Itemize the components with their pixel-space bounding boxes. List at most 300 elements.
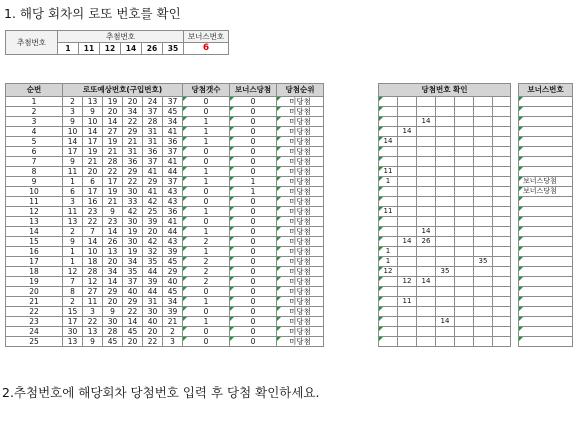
- check-match-cell: [455, 147, 474, 157]
- lotto-number-cell[interactable]: 20: [103, 257, 123, 267]
- check-match-cell: [474, 157, 493, 167]
- lotto-number-cell[interactable]: 37: [163, 177, 183, 187]
- row-number-cell: 2: [6, 107, 63, 117]
- draw-bonus-cell[interactable]: 6: [184, 43, 229, 55]
- table-row: [6, 237, 324, 247]
- lotto-purchase-table: [5, 83, 324, 347]
- row-number-cell: 16: [6, 247, 63, 257]
- check-match-cell: [436, 97, 455, 107]
- check-match-cell: [417, 217, 436, 227]
- rank-cell: 미당첨: [277, 107, 324, 117]
- check-match-cell: [398, 317, 417, 327]
- check-bonus-cell: [519, 307, 573, 317]
- table-row: [379, 227, 573, 237]
- lotto-number-cell[interactable]: 43: [163, 187, 183, 197]
- lotto-number-cell[interactable]: 35: [123, 267, 143, 277]
- row-number-cell: 12: [6, 207, 63, 217]
- check-match-cell: [436, 257, 455, 267]
- lotto-number-cell[interactable]: 24: [143, 97, 163, 107]
- rank-cell: 미당첨: [277, 337, 324, 347]
- lotto-number-cell[interactable]: 20: [103, 297, 123, 307]
- match-count-cell: 1: [183, 297, 230, 307]
- check-match-cell: [398, 327, 417, 337]
- lotto-number-cell[interactable]: 12: [83, 277, 103, 287]
- lotto-number-cell[interactable]: 20: [123, 97, 143, 107]
- lotto-number-cell[interactable]: 22: [83, 217, 103, 227]
- table-row: [379, 157, 573, 167]
- check-match-cell: [398, 167, 417, 177]
- lotto-number-cell[interactable]: 44: [143, 287, 163, 297]
- check-match-cell: [493, 177, 511, 187]
- lotto-number-cell[interactable]: 10: [83, 117, 103, 127]
- check-match-cell: [379, 277, 398, 287]
- check-match-cell: 11: [379, 167, 398, 177]
- lotto-number-cell[interactable]: 22: [143, 337, 163, 347]
- lotto-number-cell[interactable]: 44: [163, 227, 183, 237]
- lotto-number-cell[interactable]: 9: [63, 157, 83, 167]
- row-number-cell: 24: [6, 327, 63, 337]
- column-gap: [511, 217, 519, 227]
- lotto-number-cell[interactable]: 3: [63, 107, 83, 117]
- check-match-cell: [474, 97, 493, 107]
- lotto-number-cell[interactable]: 30: [123, 217, 143, 227]
- check-bonus-cell: [519, 127, 573, 137]
- table-row: [6, 127, 324, 137]
- check-match-cell: [417, 267, 436, 277]
- lotto-number-cell[interactable]: 41: [163, 157, 183, 167]
- lotto-number-cell[interactable]: 29: [123, 167, 143, 177]
- check-match-cell: [417, 307, 436, 317]
- lotto-number-cell[interactable]: 13: [63, 217, 83, 227]
- check-match-cell: [493, 277, 511, 287]
- check-match-cell: [474, 297, 493, 307]
- lotto-number-cell[interactable]: 6: [83, 177, 103, 187]
- check-match-cell: [455, 267, 474, 277]
- draw-label: 추첨번호: [6, 31, 58, 55]
- check-match-cell: [379, 287, 398, 297]
- table-row: [379, 217, 573, 227]
- check-match-cell: [398, 147, 417, 157]
- bonus-match-cell: 0: [230, 237, 277, 247]
- lotto-number-cell[interactable]: 31: [143, 297, 163, 307]
- lotto-number-cell[interactable]: 34: [103, 267, 123, 277]
- lotto-number-cell[interactable]: 43: [163, 237, 183, 247]
- table-row: [379, 257, 573, 267]
- lotto-number-cell[interactable]: 31: [143, 137, 163, 147]
- lotto-number-cell[interactable]: 37: [143, 107, 163, 117]
- lotto-number-cell[interactable]: 9: [83, 337, 103, 347]
- lotto-number-cell[interactable]: 42: [143, 197, 163, 207]
- table-row: [6, 307, 324, 317]
- lotto-number-cell[interactable]: 17: [63, 147, 83, 157]
- check-match-cell: [455, 97, 474, 107]
- check-bonus-cell: [519, 207, 573, 217]
- lotto-number-cell[interactable]: 28: [143, 117, 163, 127]
- check-match-cell: [417, 167, 436, 177]
- table-row: [379, 177, 573, 187]
- bonus-match-cell: 0: [230, 337, 277, 347]
- lotto-number-cell[interactable]: 20: [143, 327, 163, 337]
- lotto-number-cell[interactable]: 14: [103, 227, 123, 237]
- check-match-cell: [398, 337, 417, 347]
- draw-number-cell[interactable]: 35: [163, 43, 184, 55]
- row-number-cell: 15: [6, 237, 63, 247]
- lotto-number-cell[interactable]: 10: [63, 127, 83, 137]
- rank-cell: 미당첨: [277, 257, 324, 267]
- lotto-number-cell[interactable]: 13: [83, 327, 103, 337]
- check-match-cell: [474, 277, 493, 287]
- table-row: [379, 247, 573, 257]
- lotto-number-cell[interactable]: 43: [163, 197, 183, 207]
- check-match-cell: [474, 107, 493, 117]
- lotto-number-cell[interactable]: 19: [123, 247, 143, 257]
- check-match-cell: [436, 277, 455, 287]
- check-match-cell: [493, 207, 511, 217]
- lotto-number-cell[interactable]: 10: [83, 247, 103, 257]
- lotto-number-cell[interactable]: 1: [63, 177, 83, 187]
- table-row: [6, 247, 324, 257]
- lotto-number-cell[interactable]: 3: [163, 337, 183, 347]
- check-match-cell: [493, 267, 511, 277]
- lotto-number-cell[interactable]: 37: [163, 147, 183, 157]
- lotto-number-cell[interactable]: 41: [163, 127, 183, 137]
- check-match-cell: [455, 337, 474, 347]
- lotto-number-cell[interactable]: 14: [123, 317, 143, 327]
- check-bonus-cell: [519, 287, 573, 297]
- lotto-number-cell[interactable]: 40: [143, 317, 163, 327]
- lotto-number-cell[interactable]: 14: [83, 127, 103, 137]
- check-match-cell: [379, 197, 398, 207]
- lotto-number-cell[interactable]: 22: [103, 167, 123, 177]
- check-match-cell: [436, 157, 455, 167]
- lotto-number-cell[interactable]: 20: [143, 227, 163, 237]
- lotto-number-cell[interactable]: 20: [83, 167, 103, 177]
- check-bonus-cell: [519, 227, 573, 237]
- check-match-cell: [417, 177, 436, 187]
- column-gap: [511, 297, 519, 307]
- col-header-rank: 당첨순위: [277, 84, 324, 97]
- bonus-match-cell: 0: [230, 317, 277, 327]
- column-gap: [511, 227, 519, 237]
- bonus-match-cell: 0: [230, 307, 277, 317]
- lotto-number-cell[interactable]: 30: [103, 317, 123, 327]
- check-match-cell: [398, 257, 417, 267]
- lotto-number-cell[interactable]: 2: [63, 97, 83, 107]
- lotto-number-cell[interactable]: 27: [83, 287, 103, 297]
- lotto-number-cell[interactable]: 30: [123, 187, 143, 197]
- lotto-number-cell[interactable]: 40: [123, 287, 143, 297]
- table-row: [6, 147, 324, 157]
- match-count-cell: 0: [183, 157, 230, 167]
- match-count-cell: 1: [183, 127, 230, 137]
- rank-cell: 미당첨: [277, 147, 324, 157]
- lotto-number-cell[interactable]: 3: [83, 307, 103, 317]
- check-match-cell: [474, 237, 493, 247]
- check-match-cell: [379, 127, 398, 137]
- check-match-cell: 1: [379, 247, 398, 257]
- draw-number-cell[interactable]: 1: [58, 43, 79, 55]
- lotto-number-cell[interactable]: 44: [163, 167, 183, 177]
- lotto-number-cell[interactable]: 20: [123, 337, 143, 347]
- lotto-number-cell[interactable]: 12: [63, 267, 83, 277]
- table-row: [6, 107, 324, 117]
- check-match-cell: 1: [379, 257, 398, 267]
- check-match-cell: [398, 197, 417, 207]
- lotto-number-cell[interactable]: 44: [143, 267, 163, 277]
- check-match-cell: [398, 227, 417, 237]
- table-row: [379, 307, 573, 317]
- lotto-number-cell[interactable]: 22: [123, 177, 143, 187]
- lotto-number-cell[interactable]: 28: [83, 267, 103, 277]
- lotto-number-cell[interactable]: 21: [83, 157, 103, 167]
- row-number-cell: 20: [6, 287, 63, 297]
- col-header-bonus: 보너스당첨: [230, 84, 277, 97]
- lotto-number-cell[interactable]: 39: [143, 217, 163, 227]
- lotto-number-cell[interactable]: 21: [123, 137, 143, 147]
- lotto-number-cell[interactable]: 11: [63, 167, 83, 177]
- lotto-number-cell[interactable]: 9: [103, 207, 123, 217]
- lotto-number-cell[interactable]: 19: [103, 97, 123, 107]
- match-count-cell: 0: [183, 187, 230, 197]
- column-gap: [511, 117, 519, 127]
- lotto-number-cell[interactable]: 13: [63, 337, 83, 347]
- check-match-cell: [474, 267, 493, 277]
- lotto-number-cell[interactable]: 23: [83, 207, 103, 217]
- lotto-number-cell[interactable]: 23: [103, 217, 123, 227]
- check-match-cell: [417, 197, 436, 207]
- check-match-cell: [436, 187, 455, 197]
- lotto-number-cell[interactable]: 30: [63, 327, 83, 337]
- column-gap: [511, 157, 519, 167]
- check-match-cell: [474, 337, 493, 347]
- lotto-number-cell[interactable]: 19: [123, 227, 143, 237]
- lotto-number-cell[interactable]: 17: [63, 317, 83, 327]
- lotto-number-cell[interactable]: 19: [103, 187, 123, 197]
- check-match-cell: [436, 107, 455, 117]
- bonus-match-cell: 1: [230, 177, 277, 187]
- lotto-number-cell[interactable]: 2: [63, 297, 83, 307]
- bonus-match-cell: 0: [230, 267, 277, 277]
- lotto-number-cell[interactable]: 21: [103, 147, 123, 157]
- check-match-cell: [474, 167, 493, 177]
- lotto-number-cell[interactable]: 42: [143, 237, 163, 247]
- win-check-table: [378, 83, 573, 347]
- lotto-number-cell[interactable]: 36: [143, 147, 163, 157]
- check-match-cell: [436, 227, 455, 237]
- draw-number-cell[interactable]: 12: [100, 43, 121, 55]
- bonus-match-cell: 0: [230, 327, 277, 337]
- table-row: [6, 157, 324, 167]
- match-count-cell: 1: [183, 177, 230, 187]
- rank-cell: 미당첨: [277, 277, 324, 287]
- lotto-number-cell[interactable]: 45: [123, 327, 143, 337]
- lotto-number-cell[interactable]: 7: [63, 277, 83, 287]
- match-count-cell: 1: [183, 317, 230, 327]
- lotto-number-cell[interactable]: 41: [143, 167, 163, 177]
- lotto-number-cell[interactable]: 8: [63, 287, 83, 297]
- lotto-number-cell[interactable]: 9: [63, 117, 83, 127]
- lotto-number-cell[interactable]: 28: [103, 327, 123, 337]
- lotto-number-cell[interactable]: 14: [103, 117, 123, 127]
- check-match-cell: [455, 287, 474, 297]
- table-row: [6, 117, 324, 127]
- check-match-cell: [436, 337, 455, 347]
- check-match-cell: [398, 217, 417, 227]
- lotto-number-cell[interactable]: 29: [103, 287, 123, 297]
- lotto-number-cell[interactable]: 29: [143, 177, 163, 187]
- table-row: [379, 287, 573, 297]
- lotto-number-cell[interactable]: 14: [63, 137, 83, 147]
- lotto-number-cell[interactable]: 28: [103, 157, 123, 167]
- table-row: [379, 147, 573, 157]
- col-header-no: 순번: [6, 84, 63, 97]
- lotto-number-cell[interactable]: 14: [83, 237, 103, 247]
- lotto-number-cell[interactable]: 29: [123, 127, 143, 137]
- lotto-number-cell[interactable]: 39: [163, 247, 183, 257]
- check-match-cell: [474, 177, 493, 187]
- rank-cell: 미당첨: [277, 137, 324, 147]
- lotto-number-cell[interactable]: 30: [123, 237, 143, 247]
- check-match-cell: [379, 317, 398, 327]
- table-row: [6, 187, 324, 197]
- check-bonus-cell: [519, 137, 573, 147]
- check-match-cell: [398, 247, 417, 257]
- lotto-number-cell[interactable]: 31: [123, 147, 143, 157]
- lotto-number-cell[interactable]: 21: [163, 317, 183, 327]
- lotto-number-cell[interactable]: 37: [163, 97, 183, 107]
- lotto-number-cell[interactable]: 36: [163, 207, 183, 217]
- lotto-number-cell[interactable]: 36: [163, 137, 183, 147]
- lotto-number-cell[interactable]: 37: [123, 277, 143, 287]
- lotto-number-cell[interactable]: 22: [123, 307, 143, 317]
- lotto-number-cell[interactable]: 39: [143, 277, 163, 287]
- lotto-number-cell[interactable]: 37: [143, 157, 163, 167]
- check-match-cell: [417, 187, 436, 197]
- draw-number-cell[interactable]: 26: [142, 43, 163, 55]
- lotto-number-cell[interactable]: 26: [103, 237, 123, 247]
- lotto-number-cell[interactable]: 2: [163, 327, 183, 337]
- lotto-number-cell[interactable]: 34: [123, 107, 143, 117]
- lotto-number-cell[interactable]: 2: [63, 227, 83, 237]
- rank-cell: 미당첨: [277, 207, 324, 217]
- lotto-number-cell[interactable]: 1: [63, 247, 83, 257]
- lotto-number-cell[interactable]: 45: [103, 337, 123, 347]
- row-number-cell: 19: [6, 277, 63, 287]
- lotto-number-cell[interactable]: 45: [163, 107, 183, 117]
- lotto-number-cell[interactable]: 19: [103, 137, 123, 147]
- row-number-cell: 25: [6, 337, 63, 347]
- check-bonus-cell: [519, 97, 573, 107]
- check-match-cell: [379, 187, 398, 197]
- check-match-cell: [398, 187, 417, 197]
- lotto-number-cell[interactable]: 1: [63, 257, 83, 267]
- check-match-cell: 14: [417, 227, 436, 237]
- lotto-number-cell[interactable]: 42: [123, 207, 143, 217]
- lotto-number-cell[interactable]: 19: [83, 147, 103, 157]
- lotto-number-cell[interactable]: 30: [143, 307, 163, 317]
- check-match-cell: [493, 107, 511, 117]
- lotto-number-cell[interactable]: 33: [123, 197, 143, 207]
- lotto-number-cell[interactable]: 39: [163, 307, 183, 317]
- lotto-number-cell[interactable]: 41: [163, 217, 183, 227]
- draw-number-cell[interactable]: 14: [121, 43, 142, 55]
- table-row: [6, 337, 324, 347]
- lotto-number-cell[interactable]: 45: [163, 257, 183, 267]
- lotto-number-cell[interactable]: 34: [163, 297, 183, 307]
- lotto-number-cell[interactable]: 17: [83, 137, 103, 147]
- lotto-number-cell[interactable]: 35: [143, 257, 163, 267]
- check-match-cell: [455, 187, 474, 197]
- column-gap: [511, 237, 519, 247]
- column-gap: [511, 247, 519, 257]
- lotto-number-cell[interactable]: 16: [83, 197, 103, 207]
- lotto-number-cell[interactable]: 22: [123, 117, 143, 127]
- lotto-number-cell[interactable]: 9: [83, 107, 103, 117]
- lotto-number-cell[interactable]: 9: [63, 237, 83, 247]
- lotto-number-cell[interactable]: 13: [103, 247, 123, 257]
- lotto-number-cell[interactable]: 15: [63, 307, 83, 317]
- check-match-cell: [455, 247, 474, 257]
- bonus-match-cell: 0: [230, 227, 277, 237]
- bonus-match-cell: 0: [230, 137, 277, 147]
- lotto-number-cell[interactable]: 18: [83, 257, 103, 267]
- lotto-number-cell[interactable]: 27: [103, 127, 123, 137]
- lotto-number-cell[interactable]: 9: [103, 307, 123, 317]
- lotto-number-cell[interactable]: 32: [143, 247, 163, 257]
- lotto-number-cell[interactable]: 17: [83, 187, 103, 197]
- lotto-number-cell[interactable]: 41: [143, 187, 163, 197]
- lotto-number-cell[interactable]: 11: [63, 207, 83, 217]
- lotto-number-cell[interactable]: 40: [163, 277, 183, 287]
- lotto-number-cell[interactable]: 20: [103, 107, 123, 117]
- check-match-cell: [493, 157, 511, 167]
- lotto-number-cell[interactable]: 21: [103, 197, 123, 207]
- lotto-number-cell[interactable]: 29: [163, 267, 183, 277]
- check-match-cell: [436, 147, 455, 157]
- lotto-number-cell[interactable]: 34: [123, 257, 143, 267]
- lotto-number-cell[interactable]: 29: [123, 297, 143, 307]
- lotto-number-cell[interactable]: 36: [123, 157, 143, 167]
- lotto-number-cell[interactable]: 22: [83, 317, 103, 327]
- lotto-number-cell[interactable]: 3: [63, 197, 83, 207]
- lotto-number-cell[interactable]: 17: [103, 177, 123, 187]
- check-match-cell: [455, 207, 474, 217]
- lotto-number-cell[interactable]: 6: [63, 187, 83, 197]
- lotto-number-cell[interactable]: 25: [143, 207, 163, 217]
- row-number-cell: 11: [6, 197, 63, 207]
- lotto-number-cell[interactable]: 14: [103, 277, 123, 287]
- col-header-count: 당첨갯수: [183, 84, 230, 97]
- lotto-number-cell[interactable]: 7: [83, 227, 103, 237]
- lotto-number-cell[interactable]: 31: [143, 127, 163, 137]
- bonus-match-cell: 0: [230, 97, 277, 107]
- lotto-number-cell[interactable]: 45: [163, 287, 183, 297]
- row-number-cell: 14: [6, 227, 63, 237]
- lotto-number-cell[interactable]: 11: [83, 297, 103, 307]
- match-count-cell: 2: [183, 277, 230, 287]
- rank-cell: 미당첨: [277, 117, 324, 127]
- lotto-number-cell[interactable]: 13: [83, 97, 103, 107]
- check-match-cell: [379, 297, 398, 307]
- table-row: [6, 217, 324, 227]
- lotto-number-cell[interactable]: 34: [163, 117, 183, 127]
- check-bonus-cell: [519, 277, 573, 287]
- check-match-cell: [474, 147, 493, 157]
- draw-number-cell[interactable]: 11: [79, 43, 100, 55]
- check-match-cell: [474, 307, 493, 317]
- rank-cell: 미당첨: [277, 287, 324, 297]
- check-match-cell: [493, 117, 511, 127]
